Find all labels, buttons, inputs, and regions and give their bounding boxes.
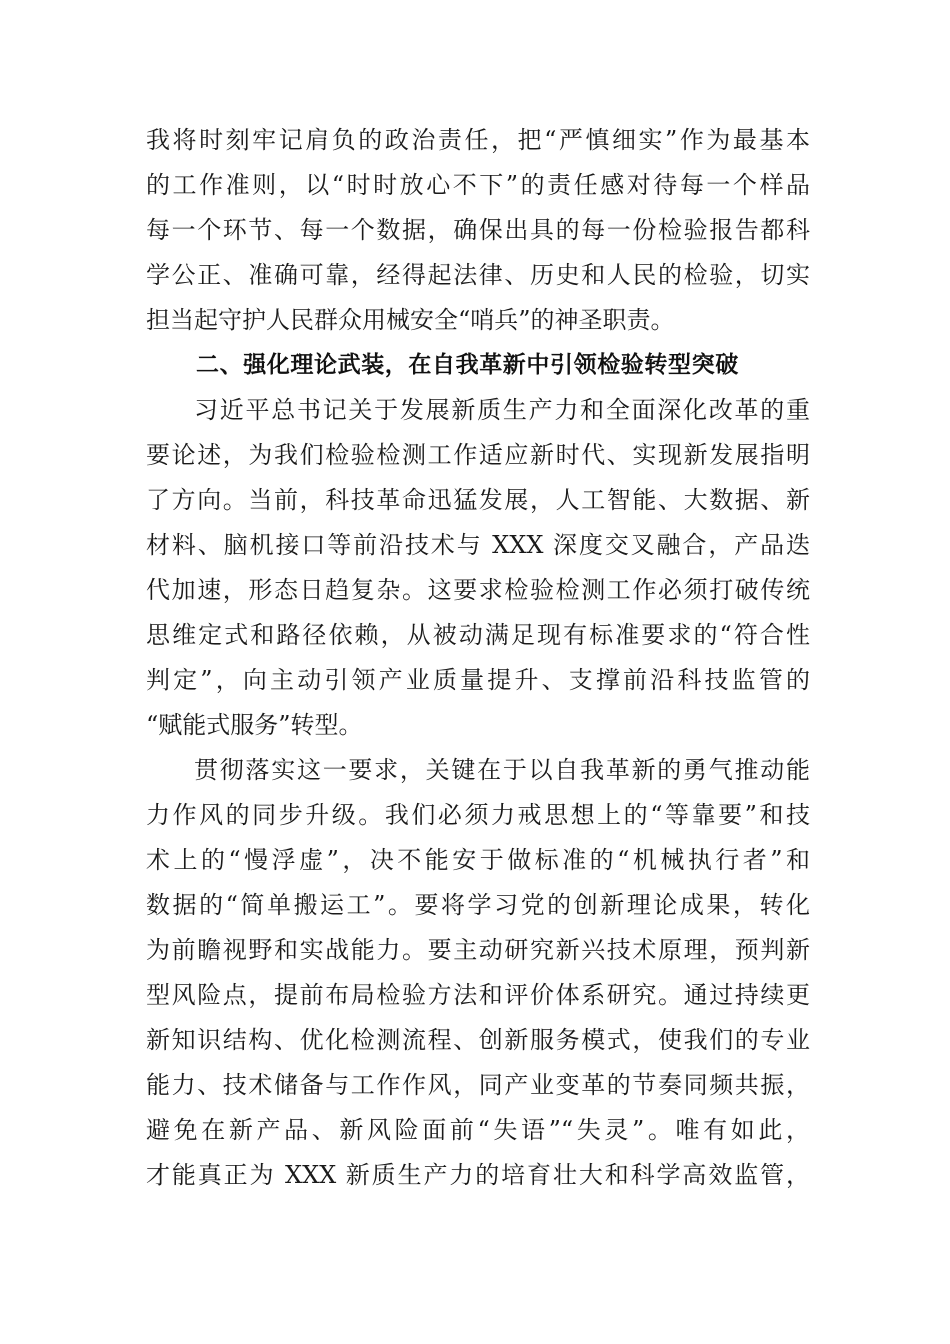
section-heading: 二、强化理论武装，在自我革新中引领检验转型突破 bbox=[196, 352, 739, 378]
text-line: 了方向。当前，科技革命迅猛发展，人工智能、大数据、新 bbox=[146, 486, 810, 514]
text-line: 材料、脑机接口等前沿技术与 XXX 深度交叉融合，产品迭 bbox=[146, 531, 810, 559]
text-line: 能力、技术储备与工作作风，同产业变革的节奏同频共振， bbox=[146, 1071, 810, 1099]
text-line: 为前瞻视野和实战能力。要主动研究新兴技术原理，预判新 bbox=[146, 936, 810, 964]
text-line: 代加速，形态日趋复杂。这要求检验检测工作必须打破传统 bbox=[146, 576, 810, 604]
text-line: 的工作准则，以“时时放心不下”的责任感对待每一个样品 bbox=[146, 171, 810, 199]
text-line: 术上的“慢浮虚”，决不能安于做标准的“机械执行者”和 bbox=[146, 846, 810, 874]
paragraph-first-line: 习近平总书记关于发展新质生产力和全面深化改革的重 bbox=[194, 396, 810, 424]
text-line: 判定”，向主动引领产业质量提升、支撑前沿科技监管的 bbox=[146, 666, 810, 694]
text-line: 每一个环节、每一个数据，确保出具的每一份检验报告都科 bbox=[146, 216, 810, 244]
text-line: 思维定式和路径依赖，从被动满足现有标准要求的“符合性 bbox=[146, 621, 810, 649]
paragraph-first-line: 贯彻落实这一要求，关键在于以自我革新的勇气推动能 bbox=[194, 756, 810, 784]
text-line: 新知识结构、优化检测流程、创新服务模式，使我们的专业 bbox=[146, 1026, 810, 1054]
text-line: 担当起守护人民群众用械安全“哨兵”的神圣职责。 bbox=[146, 306, 675, 334]
text-line: 力作风的同步升级。我们必须力戒思想上的“等靠要”和技 bbox=[146, 801, 810, 829]
text-line: 避免在新产品、新风险面前“失语”“失灵”。唯有如此， bbox=[146, 1116, 810, 1144]
text-line: “赋能式服务”转型。 bbox=[146, 711, 363, 739]
text-line: 数据的“简单搬运工”。要将学习党的创新理论成果，转化 bbox=[146, 891, 810, 919]
text-line: 我将时刻牢记肩负的政治责任，把“严慎细实”作为最基本 bbox=[146, 126, 810, 154]
text-line: 学公正、准确可靠，经得起法律、历史和人民的检验，切实 bbox=[146, 261, 810, 289]
text-line: 才能真正为 XXX 新质生产力的培育壮大和科学高效监管， bbox=[146, 1161, 810, 1189]
text-line: 型风险点，提前布局检验方法和评价体系研究。通过持续更 bbox=[146, 981, 810, 1009]
text-line: 要论述，为我们检验检测工作适应新时代、实现新发展指明 bbox=[146, 441, 810, 469]
